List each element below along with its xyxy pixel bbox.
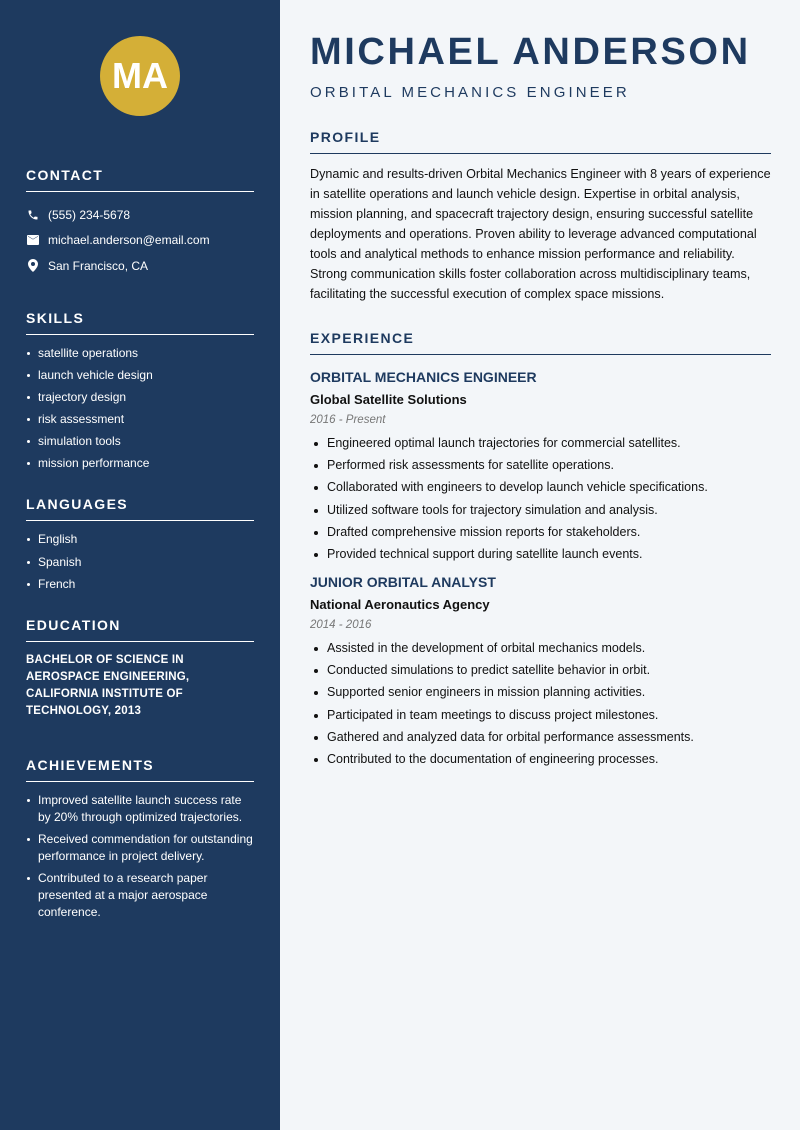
- avatar-initials: MA: [112, 55, 168, 96]
- contact-location-text: San Francisco, CA: [48, 258, 149, 273]
- job-role: ORBITAL MECHANICS ENGINEER: [310, 369, 537, 385]
- skills-heading: SKILLS: [26, 310, 254, 335]
- languages-section: [26, 496, 254, 592]
- job-bullet: Supported senior engineers in mission planning activities.: [310, 684, 771, 701]
- skill-item: satellite operations: [26, 345, 254, 362]
- language-item: Spanish: [26, 554, 254, 571]
- job-bullet: Drafted comprehensive mission reports for stakeholders.: [310, 524, 771, 541]
- skills-list: [26, 345, 254, 473]
- contact-email: [26, 228, 254, 254]
- languages-list: [26, 531, 254, 592]
- languages-heading: LANGUAGES: [26, 496, 254, 521]
- candidate-name: MICHAEL ANDERSON: [310, 31, 751, 73]
- job-dates: 2014 - 2016: [310, 618, 372, 631]
- job-bullet: Assisted in the development of orbital mechanics models.: [310, 640, 771, 657]
- job-bullet: Engineered optimal launch trajectories for commercial satellites.: [310, 435, 771, 452]
- avatar: [100, 36, 180, 116]
- job-company: Global Satellite Solutions: [310, 392, 467, 407]
- contact-email-text: michael.anderson@email.com: [48, 233, 210, 248]
- achievement-item: Received commendation for outstanding performance in project delivery.: [26, 831, 254, 865]
- education-section: [26, 617, 254, 720]
- contact-phone: [26, 202, 254, 228]
- profile-heading: PROFILE: [310, 129, 771, 154]
- job-bullet: Performed risk assessments for satellite operations.: [310, 457, 771, 474]
- experience-heading: EXPERIENCE: [310, 330, 771, 355]
- experience-section: [310, 330, 771, 768]
- language-item: French: [26, 576, 254, 593]
- candidate-title: ORBITAL MECHANICS ENGINEER: [310, 84, 630, 101]
- job-role: JUNIOR ORBITAL ANALYST: [310, 573, 496, 590]
- achievements-list: [26, 792, 254, 921]
- skill-item: launch vehicle design: [26, 367, 254, 384]
- job-company: National Aeronautics Agency: [310, 596, 490, 612]
- main-content: [310, 30, 771, 773]
- location-pin-icon: [26, 259, 40, 273]
- skill-item: mission performance: [26, 455, 254, 472]
- achievement-item: Contributed to a research paper presented at a major aerospace conference.: [26, 870, 254, 921]
- job-bullets: [310, 435, 771, 563]
- skill-item: risk assessment: [26, 411, 254, 428]
- contact-heading: CONTACT: [26, 167, 254, 192]
- job-bullet: Contributed to the documentation of engineering processes.: [310, 751, 771, 768]
- job-entry: [310, 574, 771, 768]
- phone-icon: [26, 208, 40, 222]
- job-bullet: Gathered and analyzed data for orbital performance assessments.: [310, 729, 771, 746]
- job-entry: [310, 369, 771, 563]
- skill-item: trajectory design: [26, 389, 254, 406]
- contact-location: [26, 253, 254, 279]
- contact-section: [26, 167, 254, 279]
- sidebar: [0, 0, 280, 1130]
- job-bullet: Utilized software tools for trajectory simulation and analysis.: [310, 502, 771, 519]
- education-degree: BACHELOR OF SCIENCE IN AEROSPACE ENGINEERING, CALIFORNIA INSTITUTE OF TECHNOLOGY, 2013: [26, 653, 190, 717]
- job-bullets: [310, 640, 771, 768]
- profile-summary: Dynamic and results-driven Orbital Mechanics Engineer with 8 years of experience in satellite operations and launch vehicle design. Expertise in orbital analysis, mission planning, and spacecraft trajectory design, ensuring successful satellite deployments and operations. Proven ability to leverage advanced computational tools and analytical methods to enhance mission performance and reliability. Strong communication skills foster collaboration across multidisciplinary teams, facilitating the successful execution of complex space missions.: [310, 167, 771, 301]
- profile-section: [310, 129, 771, 304]
- job-bullet: Provided technical support during satellite launch events.: [310, 546, 771, 563]
- job-dates: 2016 - Present: [310, 414, 386, 426]
- email-icon: [26, 233, 40, 247]
- skill-item: simulation tools: [26, 433, 254, 450]
- job-bullet: Collaborated with engineers to develop launch vehicle specifications.: [310, 479, 771, 496]
- skills-section: [26, 310, 254, 473]
- achievements-heading: ACHIEVEMENTS: [26, 757, 254, 782]
- achievements-section: [26, 757, 254, 921]
- job-bullet: Conducted simulations to predict satellite behavior in orbit.: [310, 662, 771, 679]
- contact-phone-text: (555) 234-5678: [48, 207, 131, 222]
- language-item: English: [26, 531, 254, 548]
- job-bullet: Participated in team meetings to discuss project milestones.: [310, 707, 771, 724]
- education-heading: EDUCATION: [26, 617, 254, 642]
- achievement-item: Improved satellite launch success rate by 20% through optimized trajectories.: [26, 792, 254, 826]
